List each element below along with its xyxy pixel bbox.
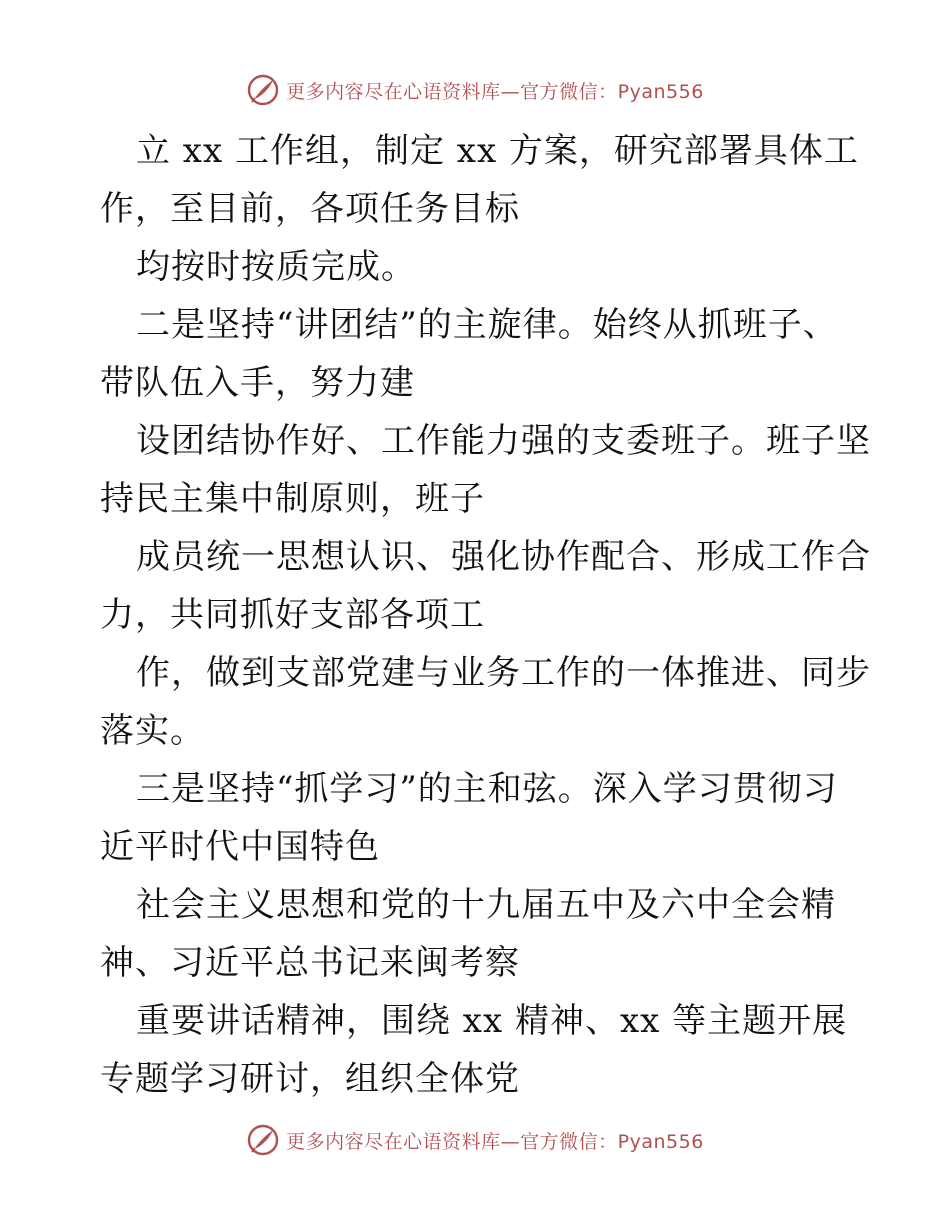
text-line: 持民主集中制原则，班子 <box>100 479 485 519</box>
header-watermark <box>0 70 950 110</box>
text-line: 力，共同抓好支部各项工 <box>100 595 485 635</box>
text-line: 设团结协作好、工作能力强的支委班子。班子坚 <box>136 421 871 461</box>
text-line: 三是坚持“抓学习”的主和弦。深入学习贯彻习 <box>136 769 838 809</box>
text-line: 落实。 <box>100 711 205 751</box>
text-line: 作，做到支部党建与业务工作的一体推进、同步 <box>136 653 871 693</box>
text-line: 近平时代中国特色 <box>100 827 380 867</box>
text-line: 专题学习研讨，组织全体党 <box>100 1059 520 1099</box>
feather-pen-logo-icon <box>246 1123 280 1157</box>
text-line: 带队伍入手，努力建 <box>100 363 415 403</box>
watermark-text: 更多内容尽在心语资料库—官方微信：Pyan556 <box>286 80 704 103</box>
text-line: 均按时按质完成。 <box>136 247 416 287</box>
document-body <box>100 122 871 1108</box>
text-line: 神、习近平总书记来闽考察 <box>100 943 520 983</box>
text-line: 社会主义思想和党的十九届五中及六中全会精 <box>136 885 836 925</box>
text-line: 作，至目前，各项任务目标 <box>100 189 520 229</box>
footer-watermark <box>0 1120 950 1160</box>
text-line: 立 xx 工作组，制定 xx 方案，研究部署具体工 <box>136 131 859 171</box>
text-line: 成员统一思想认识、强化协作配合、形成工作合 <box>136 537 871 577</box>
feather-pen-logo-icon <box>246 73 280 107</box>
text-line: 二是坚持“讲团结”的主旋律。始终从抓班子、 <box>136 305 838 345</box>
text-line: 重要讲话精神，围绕 xx 精神、xx 等主题开展 <box>136 1001 848 1041</box>
watermark-text: 更多内容尽在心语资料库—官方微信：Pyan556 <box>286 1130 704 1153</box>
